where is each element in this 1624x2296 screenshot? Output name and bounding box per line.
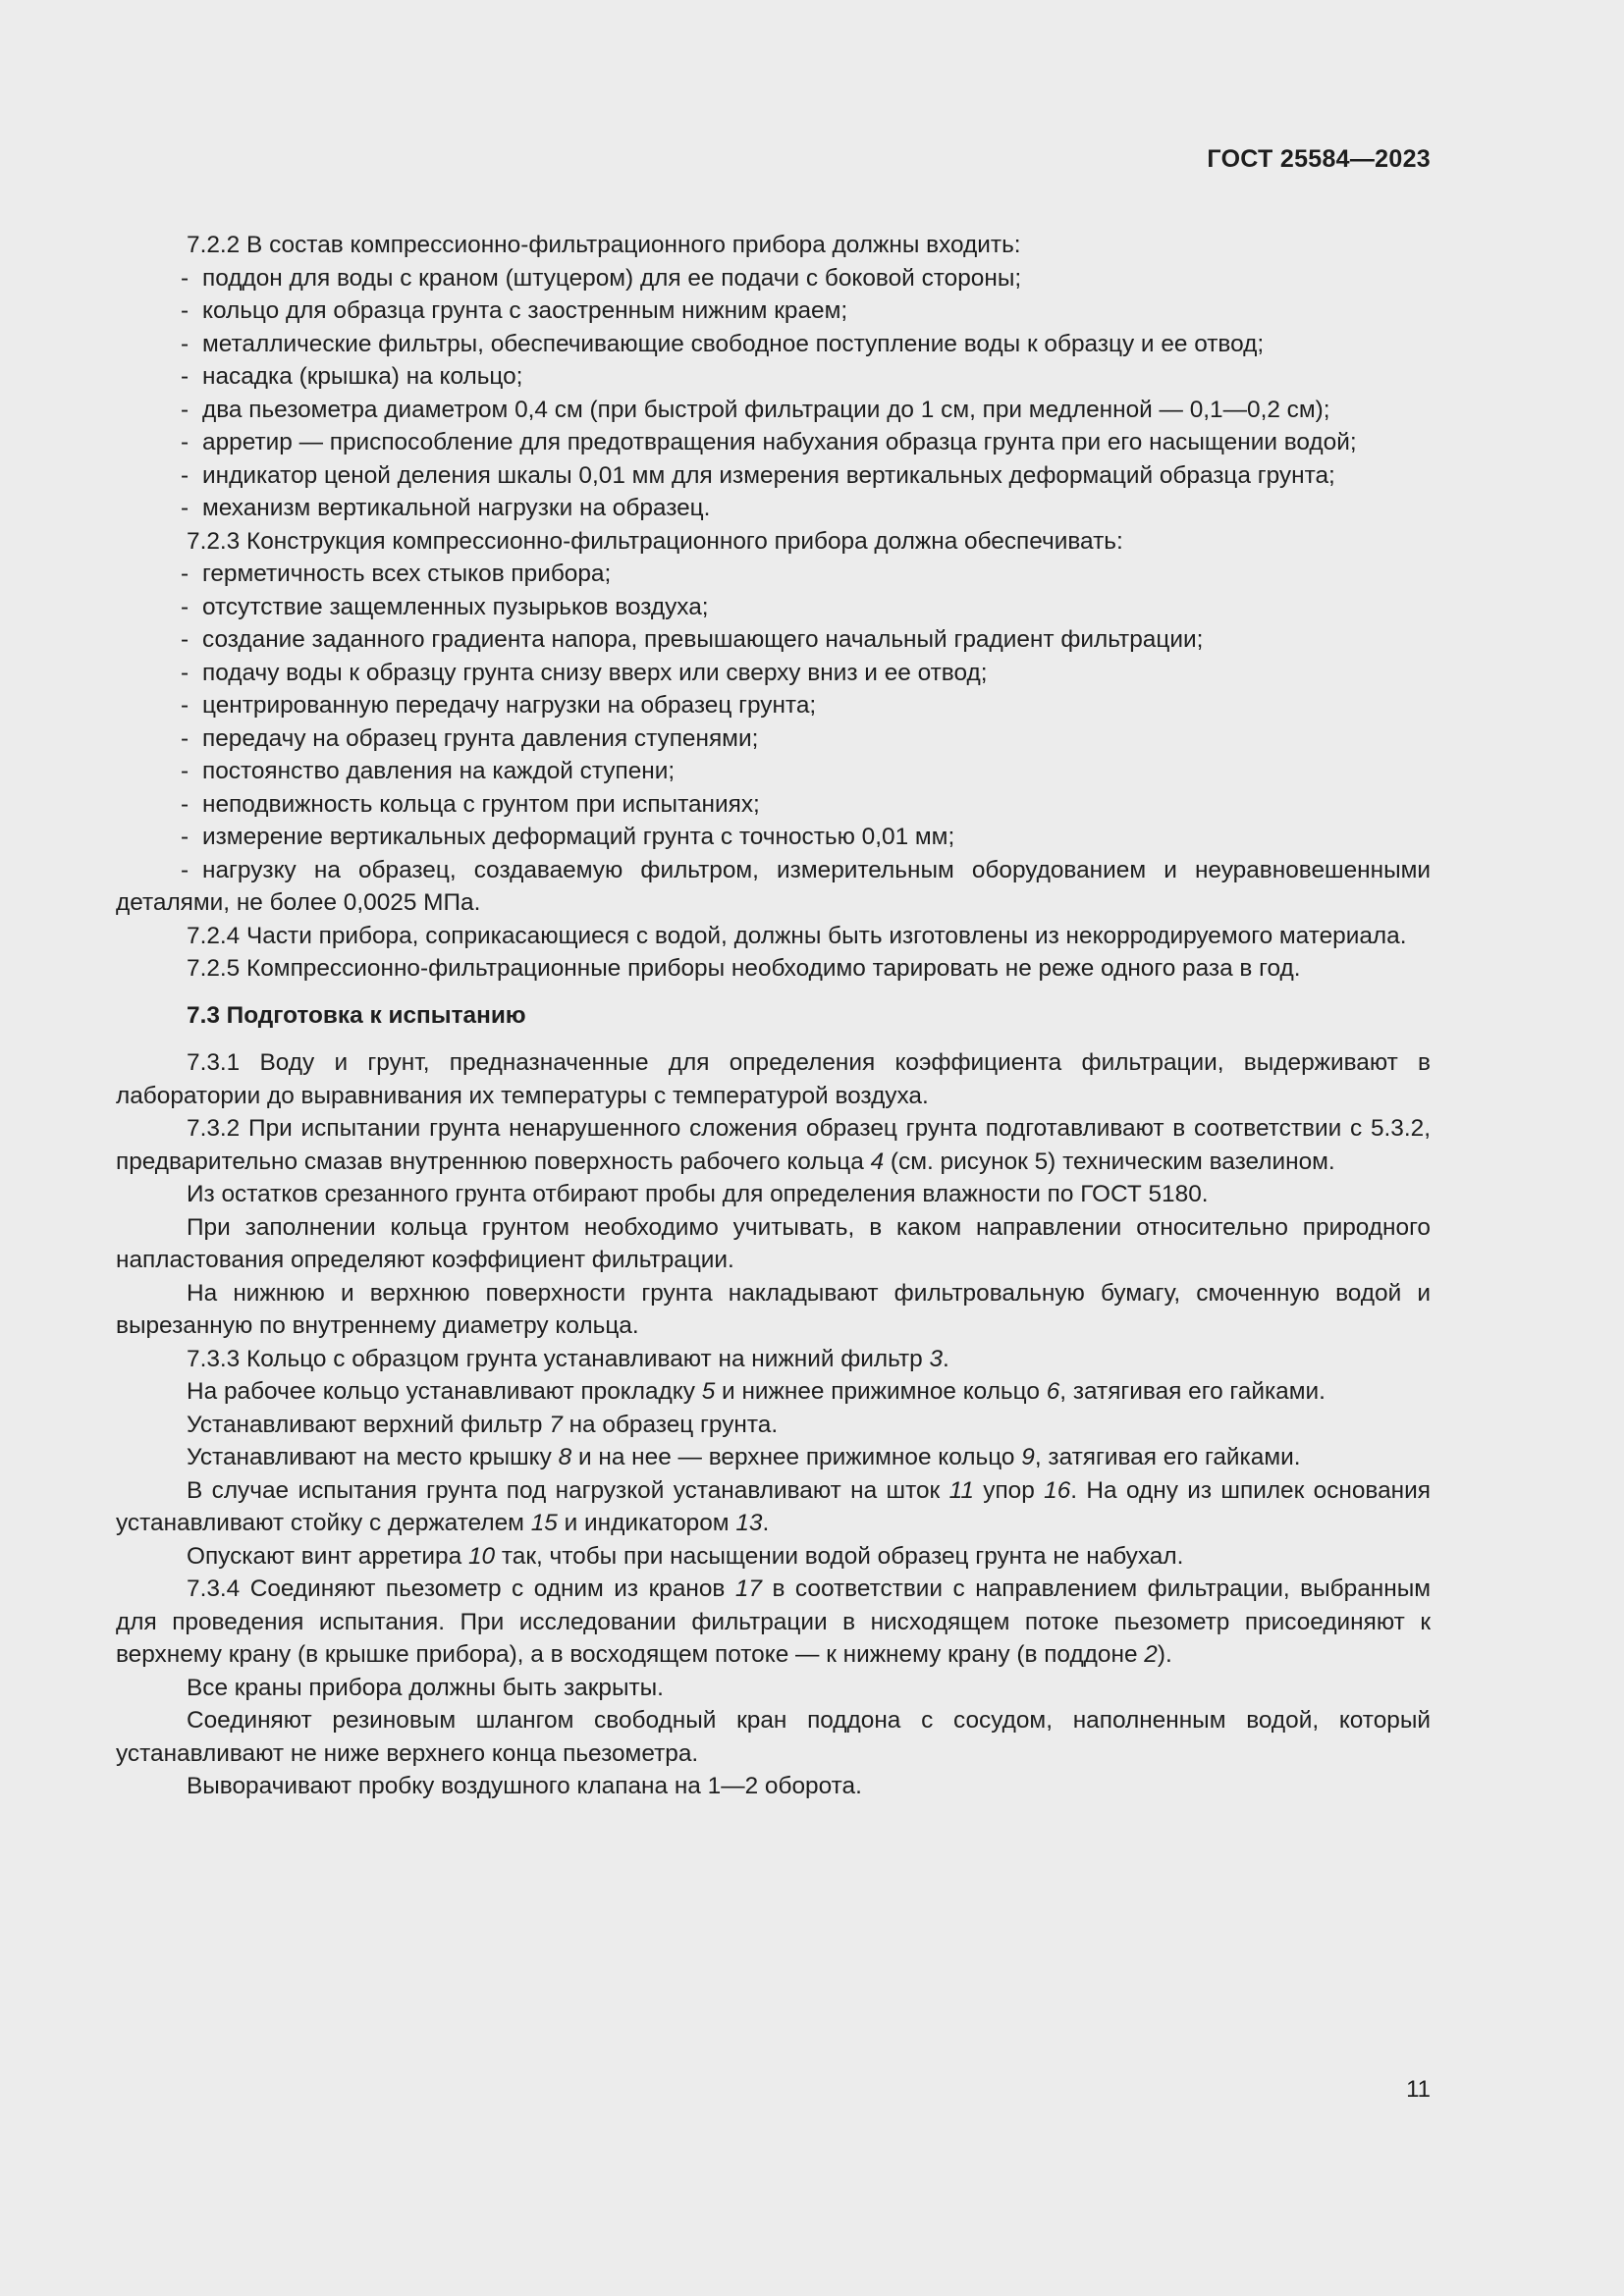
paragraph: Все краны прибора должны быть закрыты. xyxy=(187,1674,664,1701)
clause-7-3-2: 7.3.2 При испытании грунта ненарушенного сложения образец грунта подготавливают в соответствии с 5.3.2, предварительно смазав внутреннюю поверхность рабочего кольца 4 (см. рисунок 5) техническим вазелином. xyxy=(116,1115,1431,1175)
list-item: - постоянство давления на каждой ступени; xyxy=(181,758,676,784)
paragraph: При заполнении кольца грунтом необходимо учитывать, в каком направлении относительно природного напластования определяют коэффициент фильтрации. xyxy=(116,1213,1431,1273)
list-item: - отсутствие защемленных пузырьков воздуха; xyxy=(181,593,709,620)
paragraph: Выворачивают пробку воздушного клапана на 1—2 оборота. xyxy=(187,1773,862,1799)
list-item: - измерение вертикальных деформаций грунта с точностью 0,01 мм; xyxy=(181,824,955,850)
list-item: - индикатор ценой деления шкалы 0,01 мм для измерения вертикальных деформаций образца грунта; xyxy=(181,461,1335,489)
clause-7-2-3: 7.2.3 Конструкция компрессионно-фильтрационного прибора должна обеспечивать: xyxy=(187,527,1123,555)
list-item: - кольцо для образца грунта с заостренным нижним краем; xyxy=(181,297,848,324)
clause-7-3-1: 7.3.1 Воду и грунт, предназначенные для определения коэффициента фильтрации, выдерживают в лаборатории до выравнивания их температуры с температурой воздуха. xyxy=(116,1049,1431,1109)
list-item: - подачу воды к образцу грунта снизу вверх или сверху вниз и ее отвод; xyxy=(181,659,988,686)
standard-code: ГОСТ 25584—2023 xyxy=(1207,145,1431,173)
clause-7-2-4: 7.2.4 Части прибора, соприкасающиеся с водой, должны быть изготовлены из некорродируемого материала. xyxy=(187,922,1407,949)
page-number: 11 xyxy=(1406,2076,1431,2103)
paragraph: На рабочее кольцо устанавливают прокладку 5 и нижнее прижимное кольцо 6, затягивая его гайками. xyxy=(187,1378,1326,1405)
list-item: - поддон для воды с краном (штуцером) для ее подачи с боковой стороны; xyxy=(181,264,1022,292)
list-item: - создание заданного градиента напора, превышающего начальный градиент фильтрации; xyxy=(181,626,1204,653)
clause-7-2-5: 7.2.5 Компрессионно-фильтрационные приборы необходимо тарировать не реже одного раза в год. xyxy=(187,955,1301,982)
list-item: - арретир — приспособление для предотвращения набухания образца грунта при его насыщении водой; xyxy=(181,429,1357,455)
section-heading: 7.3 Подготовка к испытанию xyxy=(187,1001,526,1029)
list-item: - металлические фильтры, обеспечивающие свободное поступление воды к образцу и ее отвод; xyxy=(181,330,1265,357)
paragraph: Соединяют резиновым шлангом свободный кран поддона с сосудом, наполненным водой, который устанавливают не ниже верхнего конца пьезометра. xyxy=(116,1707,1431,1767)
list-item: - два пьезометра диаметром 0,4 см (при быстрой фильтрации до 1 см, при медленной — 0,1—0,2 см); xyxy=(181,396,1330,423)
clause-7-3-4: 7.3.4 Соединяют пьезометр с одним из кранов 17 в соответствии с направлением фильтрации, выбранным для проведения испытания. При исследовании фильтрации в нисходящем потоке пьезометр присоединяют к верхнему крану (в крышке прибора), а в восходящем потоке — к нижнему крану (в поддоне 2). xyxy=(116,1575,1431,1668)
list-item: - передачу на образец грунта давления ступенями; xyxy=(181,724,759,752)
clause-7-3-3: 7.3.3 Кольцо с образцом грунта устанавливают на нижний фильтр 3. xyxy=(187,1345,949,1372)
paragraph: Из остатков срезанного грунта отбирают пробы для определения влажности по ГОСТ 5180. xyxy=(187,1181,1209,1207)
paragraph: На нижнюю и верхнюю поверхности грунта накладывают фильтровальную бумагу, смоченную водой и вырезанную по внутреннему диаметру кольца. xyxy=(116,1279,1431,1339)
clause-7-2-2: 7.2.2 В состав компрессионно-фильтрационного прибора должны входить: xyxy=(187,232,1021,258)
list-item: - герметичность всех стыков прибора; xyxy=(181,561,612,587)
list-item: - неподвижность кольца с грунтом при испытаниях; xyxy=(181,790,760,818)
list-item: - механизм вертикальной нагрузки на образец. xyxy=(181,495,711,521)
paragraph: Опускают винт арретира 10 так, чтобы при насыщении водой образец грунта не набухал. xyxy=(187,1542,1184,1570)
list-item: - центрированную передачу нагрузки на образец грунта; xyxy=(181,692,817,719)
list-item: - нагрузку на образец, создаваемую фильтром, измерительным оборудованием и неуравновешенными деталями, не более 0,0025 МПа. xyxy=(116,856,1431,916)
paragraph: В случае испытания грунта под нагрузкой устанавливают на шток 11 упор 16. На одну из шпилек основания устанавливают стойку с держателем 15 и индикатором 13. xyxy=(116,1476,1431,1536)
paragraph: Устанавливают на место крышку 8 и на нее — верхнее прижимное кольцо 9, затягивая его гайками. xyxy=(187,1444,1301,1470)
paragraph: Устанавливают верхний фильтр 7 на образец грунта. xyxy=(187,1411,779,1438)
list-item: - насадка (крышка) на кольцо; xyxy=(181,363,523,390)
page-content xyxy=(116,229,1431,1803)
